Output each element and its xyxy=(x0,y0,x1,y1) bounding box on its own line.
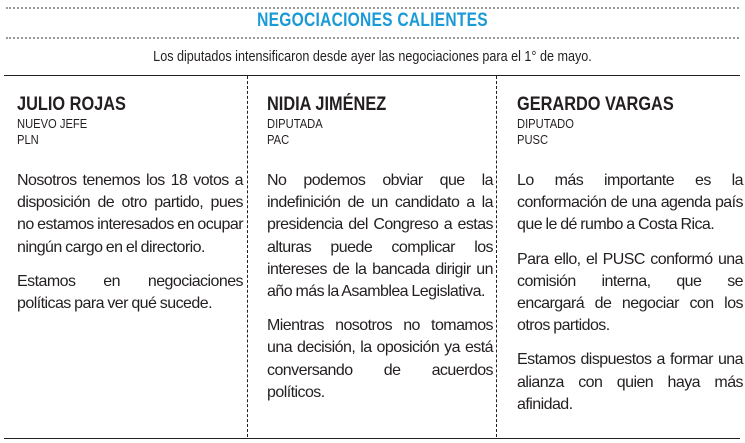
quote-paragraph: Para ello, el PUSC conformó una comisión interna, que se encargará de negociar con los otros partidos. xyxy=(517,250,743,335)
person-role: DIPUTADA xyxy=(267,116,323,131)
subtitle: Los diputados intensificaron desde ayer las negociaciones para el 1° de mayo. xyxy=(153,48,592,65)
quote-paragraph: Lo más importante es la conformación de una agenda país que le dé rumbo a Costa Rica. xyxy=(517,172,743,234)
person-name: GERARDO VARGAS xyxy=(517,94,674,115)
quote-paragraph: Estamos dispuestos a formar una alianza con quien haya más afinidad. xyxy=(517,351,743,413)
page-title: NEGOCIACIONES CALIENTES xyxy=(257,10,488,31)
column-divider xyxy=(247,76,248,437)
quote-paragraph: No podemos obviar que la indefinición de un candidato a la presidencia del Congreso a estas alturas puede complicar los intereses de la bancada dirigir un año más la Asamblea Legislativa. xyxy=(267,172,493,301)
quote-paragraph: Nosotros tenemos los 18 votos a disposición de otro partido, pues no estamos interesados en ocupar ningún cargo en el directorio. xyxy=(17,172,243,256)
person-party: PLN xyxy=(17,132,39,147)
person-role: NUEVO JEFE xyxy=(17,116,88,131)
person-party: PUSC xyxy=(517,132,549,147)
person-name: NIDIA JIMÉNEZ xyxy=(267,94,387,115)
quote-column-gerardo-vargas xyxy=(517,94,743,416)
person-name: JULIO ROJAS xyxy=(17,94,126,115)
person-party: PAC xyxy=(267,132,290,147)
quote-paragraph: Estamos en negociaciones políticas para ver qué sucede. xyxy=(17,272,243,313)
person-role: DIPUTADO xyxy=(517,116,574,131)
top-dotted-rule xyxy=(6,7,739,9)
title-dotted-rule xyxy=(6,37,739,39)
quote-paragraph: Mientras nosotros no tomamos una decisión, la oposición ya está conversando de acuerdos políticos. xyxy=(267,317,493,401)
column-divider xyxy=(496,76,497,437)
quote-column-julio-rojas xyxy=(17,94,243,315)
quote-column-nidia-jimenez xyxy=(267,94,493,404)
